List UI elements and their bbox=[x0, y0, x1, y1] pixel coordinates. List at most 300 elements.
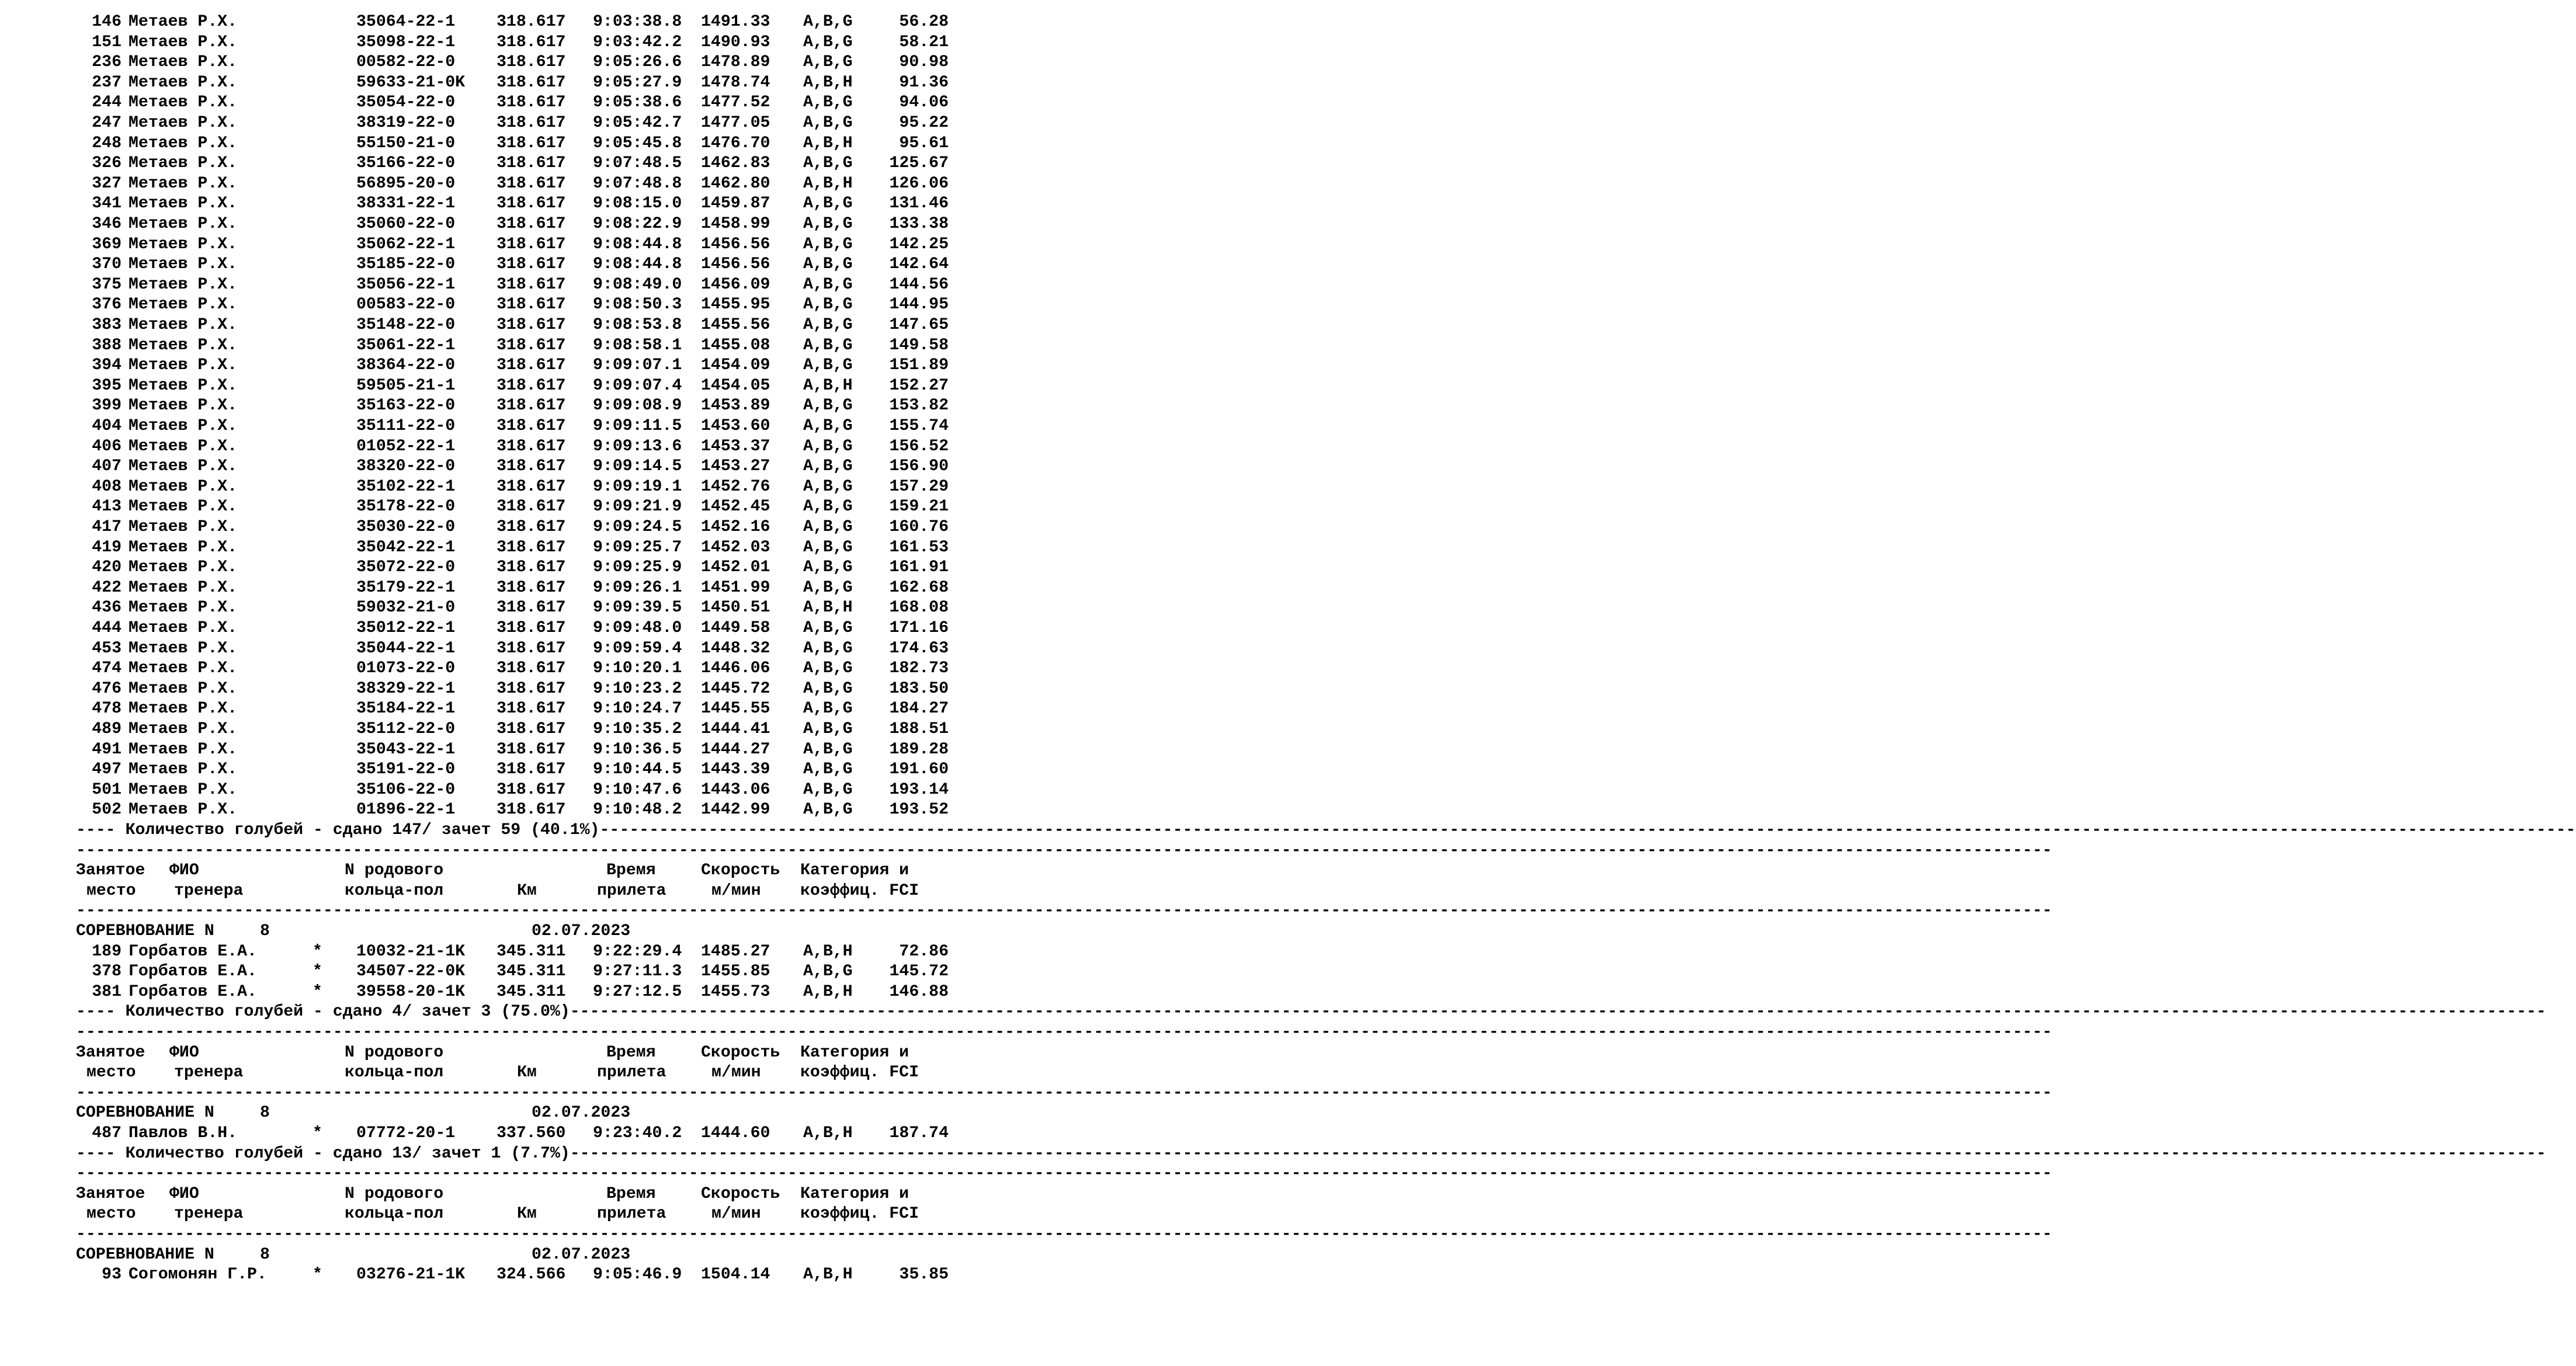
trainer-name-cell: Метаев Р.Х. bbox=[129, 720, 238, 738]
category-cell: A,B,G bbox=[803, 457, 853, 476]
header-ring: N родового bbox=[345, 1043, 444, 1062]
category-cell: A,B,H bbox=[803, 376, 853, 395]
ring-number-cell: 35148-22-0 bbox=[356, 316, 456, 334]
member-star-cell: * bbox=[313, 982, 322, 1001]
result-row bbox=[0, 234, 966, 255]
place-cell: 497 bbox=[92, 760, 121, 779]
trainer-name-cell: Метаев Р.Х. bbox=[129, 316, 238, 334]
competition-heading bbox=[0, 1103, 966, 1123]
fci-coefficient-cell: 133.38 bbox=[889, 215, 949, 233]
result-row bbox=[0, 294, 966, 315]
place-cell: 420 bbox=[92, 558, 121, 577]
ring-number-cell: 59505-21-1 bbox=[356, 376, 456, 395]
speed-cell: 1452.16 bbox=[701, 518, 770, 536]
result-row bbox=[0, 436, 966, 457]
fci-coefficient-cell: 146.88 bbox=[889, 982, 949, 1001]
speed-cell: 1453.37 bbox=[701, 437, 770, 456]
arrival-time-cell: 9:08:58.1 bbox=[593, 336, 682, 354]
speed-cell: 1455.73 bbox=[701, 982, 770, 1001]
result-row bbox=[0, 618, 966, 638]
speed-cell: 1455.08 bbox=[701, 336, 770, 354]
category-cell: A,B,G bbox=[803, 578, 853, 597]
competition-date: 02.07.2023 bbox=[532, 1245, 631, 1264]
fci-coefficient-cell: 90.98 bbox=[899, 53, 949, 72]
distance-km-cell: 345.311 bbox=[497, 942, 566, 961]
category-cell: A,B,H bbox=[803, 1266, 853, 1284]
place-cell: 436 bbox=[92, 599, 121, 617]
category-cell: A,B,G bbox=[803, 53, 853, 72]
fci-coefficient-cell: 162.68 bbox=[889, 578, 949, 597]
distance-km-cell: 318.617 bbox=[497, 780, 566, 799]
fci-coefficient-cell: 184.27 bbox=[889, 700, 949, 718]
arrival-time-cell: 9:10:44.5 bbox=[593, 760, 682, 779]
table-header-row-2 bbox=[0, 1204, 966, 1224]
speed-cell: 1444.60 bbox=[701, 1124, 770, 1142]
trainer-name-cell: Метаев Р.Х. bbox=[129, 417, 238, 435]
ring-number-cell: 03276-21-1K bbox=[356, 1266, 466, 1284]
header-category: Категория и bbox=[800, 1043, 909, 1062]
ring-number-cell: 35102-22-1 bbox=[356, 477, 456, 496]
distance-km-cell: 318.617 bbox=[497, 356, 566, 375]
place-cell: 406 bbox=[92, 437, 121, 456]
arrival-time-cell: 9:10:20.1 bbox=[593, 659, 682, 678]
separator-rule bbox=[0, 1022, 2053, 1042]
ring-number-cell: 35098-22-1 bbox=[356, 33, 456, 51]
arrival-time-cell: 9:09:08.9 bbox=[593, 397, 682, 415]
place-cell: 146 bbox=[92, 13, 121, 31]
distance-km-cell: 337.560 bbox=[497, 1124, 566, 1142]
result-row bbox=[0, 72, 966, 93]
header-place-sub: место bbox=[86, 881, 136, 900]
distance-km-cell: 318.617 bbox=[497, 599, 566, 617]
result-row bbox=[0, 335, 966, 356]
ring-number-cell: 07772-20-1 bbox=[356, 1124, 456, 1142]
trainer-name-cell: Метаев Р.Х. bbox=[129, 13, 238, 31]
distance-km-cell: 318.617 bbox=[497, 376, 566, 395]
header-speed-sub: м/мин bbox=[711, 1205, 761, 1224]
trainer-name-cell: Метаев Р.Х. bbox=[129, 275, 238, 294]
dash-line: -------------------------------------------------------------------------------------------------------------------------------------------------------------------------------------------------------- bbox=[76, 841, 2053, 860]
distance-km-cell: 318.617 bbox=[497, 477, 566, 496]
trainer-name-cell: Метаев Р.Х. bbox=[129, 558, 238, 577]
trainer-name-cell: Метаев Р.Х. bbox=[129, 619, 238, 637]
header-ring-sub: кольца-пол bbox=[345, 1063, 444, 1082]
result-row bbox=[0, 395, 966, 416]
fci-coefficient-cell: 159.21 bbox=[889, 498, 949, 516]
place-cell: 388 bbox=[92, 336, 121, 354]
arrival-time-cell: 9:09:39.5 bbox=[593, 599, 682, 617]
speed-cell: 1449.58 bbox=[701, 619, 770, 637]
result-row bbox=[0, 557, 966, 578]
header-fio: ФИО bbox=[169, 1184, 199, 1203]
trainer-name-cell: Метаев Р.Х. bbox=[129, 376, 238, 395]
result-row bbox=[0, 477, 966, 497]
arrival-time-cell: 9:09:25.9 bbox=[593, 558, 682, 577]
category-cell: A,B,H bbox=[803, 73, 853, 92]
ring-number-cell: 35106-22-0 bbox=[356, 780, 456, 799]
result-row bbox=[0, 355, 966, 376]
speed-cell: 1445.72 bbox=[701, 679, 770, 698]
speed-cell: 1478.74 bbox=[701, 73, 770, 92]
place-cell: 326 bbox=[92, 154, 121, 173]
arrival-time-cell: 9:03:42.2 bbox=[593, 33, 682, 51]
place-cell: 453 bbox=[92, 639, 121, 658]
speed-cell: 1450.51 bbox=[701, 599, 770, 617]
trainer-name-cell: Метаев Р.Х. bbox=[129, 780, 238, 799]
fci-coefficient-cell: 174.63 bbox=[889, 639, 949, 658]
ring-number-cell: 35056-22-1 bbox=[356, 275, 456, 294]
speed-cell: 1452.03 bbox=[701, 538, 770, 557]
header-time: Время bbox=[606, 861, 656, 880]
distance-km-cell: 318.617 bbox=[497, 740, 566, 759]
trainer-name-cell: Метаев Р.Х. bbox=[129, 679, 238, 698]
arrival-time-cell: 9:07:48.5 bbox=[593, 154, 682, 173]
arrival-time-cell: 9:08:44.8 bbox=[593, 235, 682, 253]
distance-km-cell: 318.617 bbox=[497, 33, 566, 51]
fci-coefficient-cell: 187.74 bbox=[889, 1124, 949, 1142]
ring-number-cell: 35042-22-1 bbox=[356, 538, 456, 557]
ring-number-cell: 35185-22-0 bbox=[356, 255, 456, 274]
dash-line: -------------------------------------------------------------------------------------------------------------------------------------------------------------------------------------------------------- bbox=[76, 902, 2053, 920]
header-ring-sub: кольца-пол bbox=[345, 1205, 444, 1224]
ring-number-cell: 56895-20-0 bbox=[356, 174, 456, 193]
trainer-name-cell: Метаев Р.Х. bbox=[129, 154, 238, 173]
speed-cell: 1444.41 bbox=[701, 720, 770, 738]
category-cell: A,B,G bbox=[803, 558, 853, 577]
trainer-name-cell: Метаев Р.Х. bbox=[129, 255, 238, 274]
header-time-sub: прилета bbox=[597, 881, 666, 900]
trainer-name-cell: Метаев Р.Х. bbox=[129, 114, 238, 132]
trainer-name-cell: Метаев Р.Х. bbox=[129, 801, 238, 819]
header-fio: ФИО bbox=[169, 1043, 199, 1062]
category-cell: A,B,G bbox=[803, 93, 853, 112]
category-cell: A,B,G bbox=[803, 538, 853, 557]
result-row bbox=[0, 679, 966, 699]
distance-km-cell: 318.617 bbox=[497, 154, 566, 173]
place-cell: 404 bbox=[92, 417, 121, 435]
header-category-sub: коэффиц. FCI bbox=[800, 881, 919, 900]
result-row bbox=[0, 113, 966, 133]
ring-number-cell: 35044-22-1 bbox=[356, 639, 456, 658]
fci-coefficient-cell: 72.86 bbox=[899, 942, 949, 961]
trainer-name-cell: Метаев Р.Х. bbox=[129, 498, 238, 516]
speed-cell: 1451.99 bbox=[701, 578, 770, 597]
competition-heading bbox=[0, 1245, 966, 1265]
place-cell: 378 bbox=[92, 962, 121, 981]
trainer-name-cell: Метаев Р.Х. bbox=[129, 194, 238, 213]
trainer-name-cell: Метаев Р.Х. bbox=[129, 437, 238, 456]
result-row bbox=[0, 698, 966, 719]
place-cell: 236 bbox=[92, 53, 121, 72]
fci-coefficient-cell: 56.28 bbox=[899, 13, 949, 31]
speed-cell: 1491.33 bbox=[701, 13, 770, 31]
ring-number-cell: 38320-22-0 bbox=[356, 457, 456, 476]
result-row bbox=[0, 214, 966, 234]
ring-number-cell: 35072-22-0 bbox=[356, 558, 456, 577]
place-cell: 502 bbox=[92, 801, 121, 819]
arrival-time-cell: 9:10:24.7 bbox=[593, 700, 682, 718]
ring-number-cell: 38329-22-1 bbox=[356, 679, 456, 698]
fci-coefficient-cell: 156.52 bbox=[889, 437, 949, 456]
pigeon-count-summary bbox=[0, 820, 2576, 840]
category-cell: A,B,G bbox=[803, 13, 853, 31]
speed-cell: 1452.76 bbox=[701, 477, 770, 496]
ring-number-cell: 38319-22-0 bbox=[356, 114, 456, 132]
ring-number-cell: 35178-22-0 bbox=[356, 498, 456, 516]
place-cell: 375 bbox=[92, 275, 121, 294]
distance-km-cell: 318.617 bbox=[497, 194, 566, 213]
result-row bbox=[0, 496, 966, 517]
header-place: Занятое bbox=[76, 1184, 145, 1203]
competition-date: 02.07.2023 bbox=[532, 922, 631, 940]
header-km: Км bbox=[517, 1205, 537, 1224]
trainer-name-cell: Метаев Р.Х. bbox=[129, 53, 238, 72]
header-fio: ФИО bbox=[169, 861, 199, 880]
member-star-cell: * bbox=[313, 942, 322, 961]
fci-coefficient-cell: 142.25 bbox=[889, 235, 949, 253]
distance-km-cell: 318.617 bbox=[497, 700, 566, 718]
speed-cell: 1458.99 bbox=[701, 215, 770, 233]
header-speed-sub: м/мин bbox=[711, 1063, 761, 1082]
speed-cell: 1485.27 bbox=[701, 942, 770, 961]
distance-km-cell: 318.617 bbox=[497, 73, 566, 92]
competition-date: 02.07.2023 bbox=[532, 1104, 631, 1122]
distance-km-cell: 318.617 bbox=[497, 720, 566, 738]
trainer-name-cell: Метаев Р.Х. bbox=[129, 538, 238, 557]
speed-cell: 1452.45 bbox=[701, 498, 770, 516]
trainer-name-cell: Метаев Р.Х. bbox=[129, 296, 238, 314]
header-speed: Скорость bbox=[701, 861, 780, 880]
ring-number-cell: 35064-22-1 bbox=[356, 13, 456, 31]
result-row bbox=[0, 1264, 966, 1285]
distance-km-cell: 318.617 bbox=[497, 457, 566, 476]
place-cell: 501 bbox=[92, 780, 121, 799]
category-cell: A,B,G bbox=[803, 760, 853, 779]
fci-coefficient-cell: 35.85 bbox=[899, 1266, 949, 1284]
fci-coefficient-cell: 94.06 bbox=[899, 93, 949, 112]
category-cell: A,B,H bbox=[803, 1124, 853, 1142]
distance-km-cell: 318.617 bbox=[497, 558, 566, 577]
result-row bbox=[0, 52, 966, 72]
place-cell: 346 bbox=[92, 215, 121, 233]
distance-km-cell: 318.617 bbox=[497, 235, 566, 253]
ring-number-cell: 00582-22-0 bbox=[356, 53, 456, 72]
trainer-name-cell: Метаев Р.Х. bbox=[129, 397, 238, 415]
separator-rule bbox=[0, 901, 2053, 921]
arrival-time-cell: 9:27:11.3 bbox=[593, 962, 682, 981]
fci-coefficient-cell: 168.08 bbox=[889, 599, 949, 617]
trainer-name-cell: Метаев Р.Х. bbox=[129, 659, 238, 678]
ring-number-cell: 01073-22-0 bbox=[356, 659, 456, 678]
header-time: Время bbox=[606, 1184, 656, 1203]
category-cell: A,B,G bbox=[803, 679, 853, 698]
table-header-row-1 bbox=[0, 860, 966, 881]
header-fio-sub: тренера bbox=[174, 881, 244, 900]
header-time: Время bbox=[606, 1043, 656, 1062]
distance-km-cell: 318.617 bbox=[497, 639, 566, 658]
ring-number-cell: 35191-22-0 bbox=[356, 760, 456, 779]
ring-number-cell: 35043-22-1 bbox=[356, 740, 456, 759]
result-row bbox=[0, 376, 966, 396]
table-header-row-2 bbox=[0, 881, 966, 901]
competition-label: СОРЕВНОВАНИЕ N bbox=[76, 922, 214, 940]
ring-number-cell: 01052-22-1 bbox=[356, 437, 456, 456]
summary-text: ---- Количество голубей - сдано 4/ зачет 3 (75.0%)-------------------------------------------------------------------------------------------------------------------------------------------------------------------------------------------------------- bbox=[76, 1003, 2546, 1021]
table-header-row-2 bbox=[0, 1062, 966, 1083]
competition-number: 8 bbox=[260, 1245, 270, 1264]
result-row bbox=[0, 153, 966, 173]
arrival-time-cell: 9:08:49.0 bbox=[593, 275, 682, 294]
speed-cell: 1444.27 bbox=[701, 740, 770, 759]
speed-cell: 1455.95 bbox=[701, 296, 770, 314]
arrival-time-cell: 9:09:59.4 bbox=[593, 639, 682, 658]
fci-coefficient-cell: 152.27 bbox=[889, 376, 949, 395]
category-cell: A,B,G bbox=[803, 518, 853, 536]
ring-number-cell: 35112-22-0 bbox=[356, 720, 456, 738]
trainer-name-cell: Метаев Р.Х. bbox=[129, 356, 238, 375]
speed-cell: 1462.80 bbox=[701, 174, 770, 193]
distance-km-cell: 324.566 bbox=[497, 1266, 566, 1284]
ring-number-cell: 38331-22-1 bbox=[356, 194, 456, 213]
category-cell: A,B,G bbox=[803, 720, 853, 738]
header-category-sub: коэффиц. FCI bbox=[800, 1205, 919, 1224]
member-star-cell: * bbox=[313, 1124, 322, 1142]
fci-coefficient-cell: 193.14 bbox=[889, 780, 949, 799]
ring-number-cell: 35012-22-1 bbox=[356, 619, 456, 637]
speed-cell: 1478.89 bbox=[701, 53, 770, 72]
place-cell: 422 bbox=[92, 578, 121, 597]
place-cell: 376 bbox=[92, 296, 121, 314]
speed-cell: 1453.27 bbox=[701, 457, 770, 476]
separator-rule bbox=[0, 1083, 2053, 1103]
result-row bbox=[0, 941, 966, 962]
fci-coefficient-cell: 95.61 bbox=[899, 134, 949, 152]
result-row bbox=[0, 274, 966, 295]
speed-cell: 1445.55 bbox=[701, 700, 770, 718]
result-row bbox=[0, 1123, 966, 1143]
trainer-name-cell: Горбатов Е.А. bbox=[129, 942, 257, 961]
category-cell: A,B,G bbox=[803, 33, 853, 51]
arrival-time-cell: 9:03:38.8 bbox=[593, 13, 682, 31]
trainer-name-cell: Метаев Р.Х. bbox=[129, 33, 238, 51]
category-cell: A,B,G bbox=[803, 780, 853, 799]
arrival-time-cell: 9:09:25.7 bbox=[593, 538, 682, 557]
place-cell: 399 bbox=[92, 397, 121, 415]
header-time-sub: прилета bbox=[597, 1205, 666, 1224]
distance-km-cell: 318.617 bbox=[497, 538, 566, 557]
ring-number-cell: 35179-22-1 bbox=[356, 578, 456, 597]
dash-line: -------------------------------------------------------------------------------------------------------------------------------------------------------------------------------------------------------- bbox=[76, 1083, 2053, 1102]
arrival-time-cell: 9:05:38.6 bbox=[593, 93, 682, 112]
arrival-time-cell: 9:08:44.8 bbox=[593, 255, 682, 274]
category-cell: A,B,G bbox=[803, 740, 853, 759]
header-ring: N родового bbox=[345, 861, 444, 880]
arrival-time-cell: 9:07:48.8 bbox=[593, 174, 682, 193]
place-cell: 476 bbox=[92, 679, 121, 698]
trainer-name-cell: Метаев Р.Х. bbox=[129, 639, 238, 658]
place-cell: 413 bbox=[92, 498, 121, 516]
header-place-sub: место bbox=[86, 1063, 136, 1082]
distance-km-cell: 318.617 bbox=[497, 659, 566, 678]
ring-number-cell: 39558-20-1K bbox=[356, 982, 466, 1001]
result-row bbox=[0, 315, 966, 335]
category-cell: A,B,G bbox=[803, 316, 853, 334]
place-cell: 417 bbox=[92, 518, 121, 536]
competition-number: 8 bbox=[260, 1104, 270, 1122]
arrival-time-cell: 9:09:14.5 bbox=[593, 457, 682, 476]
result-row bbox=[0, 193, 966, 214]
arrival-time-cell: 9:09:48.0 bbox=[593, 619, 682, 637]
distance-km-cell: 318.617 bbox=[497, 437, 566, 456]
header-ring: N родового bbox=[345, 1184, 444, 1203]
separator-rule bbox=[0, 840, 2053, 861]
separator-rule bbox=[0, 1163, 2053, 1184]
category-cell: A,B,G bbox=[803, 336, 853, 354]
speed-cell: 1456.56 bbox=[701, 255, 770, 274]
result-row bbox=[0, 638, 966, 659]
result-row bbox=[0, 578, 966, 598]
trainer-name-cell: Метаев Р.Х. bbox=[129, 215, 238, 233]
fci-coefficient-cell: 144.56 bbox=[889, 275, 949, 294]
header-km: Км bbox=[517, 881, 537, 900]
summary-text: ---- Количество голубей - сдано 147/ зачет 59 (40.1%)-------------------------------------------------------------------------------------------------------------------------------------------------------------------------------------------------------- bbox=[76, 821, 2576, 839]
fci-coefficient-cell: 142.64 bbox=[889, 255, 949, 274]
fci-coefficient-cell: 191.60 bbox=[889, 760, 949, 779]
trainer-name-cell: Метаев Р.Х. bbox=[129, 578, 238, 597]
speed-cell: 1462.83 bbox=[701, 154, 770, 173]
category-cell: A,B,G bbox=[803, 477, 853, 496]
speed-cell: 1455.85 bbox=[701, 962, 770, 981]
distance-km-cell: 318.617 bbox=[497, 679, 566, 698]
arrival-time-cell: 9:10:35.2 bbox=[593, 720, 682, 738]
place-cell: 327 bbox=[92, 174, 121, 193]
result-row bbox=[0, 719, 966, 739]
arrival-time-cell: 9:22:29.4 bbox=[593, 942, 682, 961]
arrival-time-cell: 9:10:47.6 bbox=[593, 780, 682, 799]
trainer-name-cell: Метаев Р.Х. bbox=[129, 174, 238, 193]
speed-cell: 1490.93 bbox=[701, 33, 770, 51]
ring-number-cell: 35111-22-0 bbox=[356, 417, 456, 435]
fci-coefficient-cell: 151.89 bbox=[889, 356, 949, 375]
table-header-row-1 bbox=[0, 1042, 966, 1063]
category-cell: A,B,G bbox=[803, 619, 853, 637]
distance-km-cell: 318.617 bbox=[497, 316, 566, 334]
trainer-name-cell: Метаев Р.Х. bbox=[129, 134, 238, 152]
place-cell: 383 bbox=[92, 316, 121, 334]
category-cell: A,B,G bbox=[803, 498, 853, 516]
fci-coefficient-cell: 189.28 bbox=[889, 740, 949, 759]
header-fio-sub: тренера bbox=[174, 1205, 244, 1224]
fci-coefficient-cell: 144.95 bbox=[889, 296, 949, 314]
place-cell: 341 bbox=[92, 194, 121, 213]
fci-coefficient-cell: 126.06 bbox=[889, 174, 949, 193]
distance-km-cell: 345.311 bbox=[497, 962, 566, 981]
distance-km-cell: 318.617 bbox=[497, 93, 566, 112]
arrival-time-cell: 9:09:07.4 bbox=[593, 376, 682, 395]
competition-label: СОРЕВНОВАНИЕ N bbox=[76, 1245, 214, 1264]
arrival-time-cell: 9:27:12.5 bbox=[593, 982, 682, 1001]
distance-km-cell: 318.617 bbox=[497, 114, 566, 132]
table-header-row-1 bbox=[0, 1184, 966, 1204]
header-km: Км bbox=[517, 1063, 537, 1082]
arrival-time-cell: 9:10:48.2 bbox=[593, 801, 682, 819]
ring-number-cell: 35060-22-0 bbox=[356, 215, 456, 233]
fci-coefficient-cell: 58.21 bbox=[899, 33, 949, 51]
distance-km-cell: 318.617 bbox=[497, 417, 566, 435]
fci-coefficient-cell: 145.72 bbox=[889, 962, 949, 981]
speed-cell: 1448.32 bbox=[701, 639, 770, 658]
header-speed-sub: м/мин bbox=[711, 881, 761, 900]
